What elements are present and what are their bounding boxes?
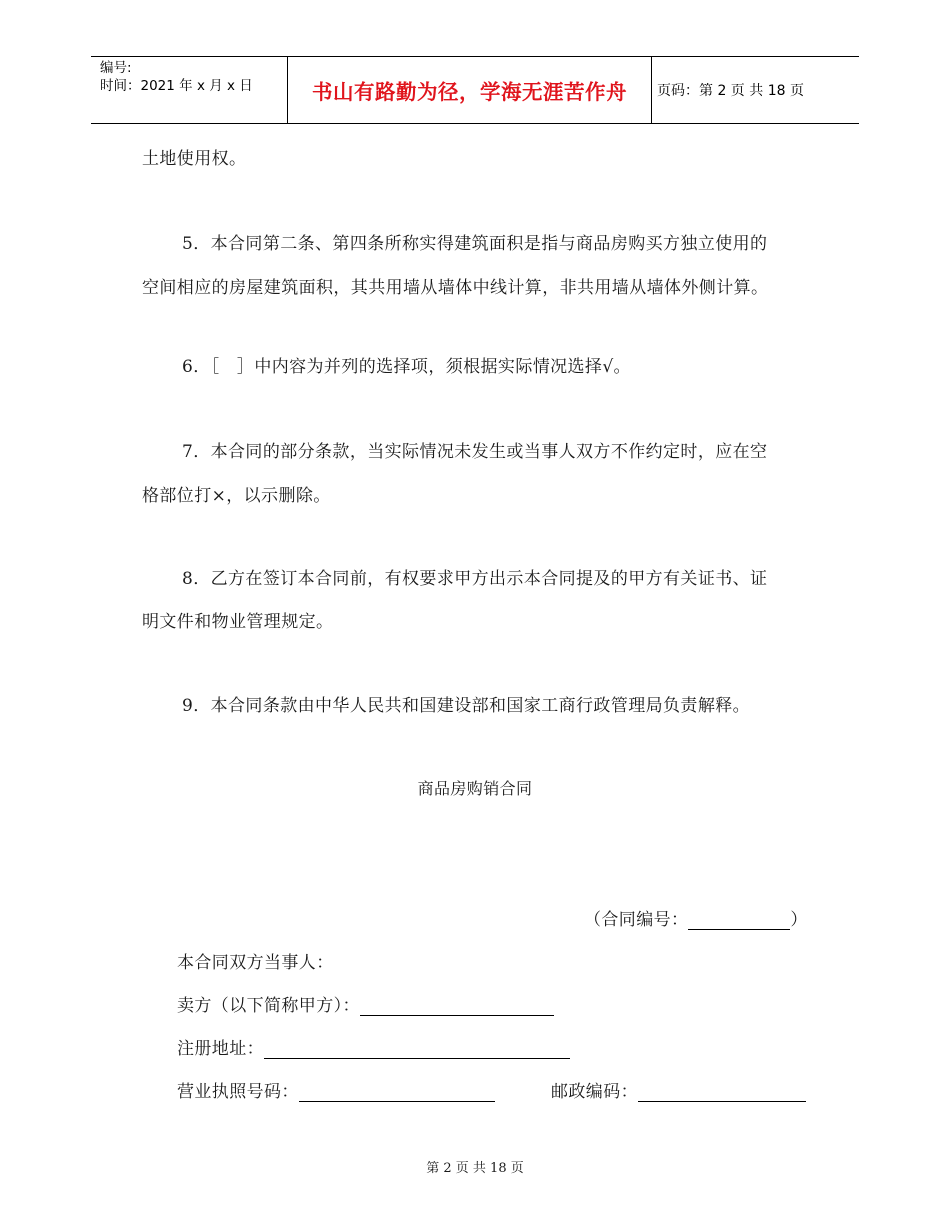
document-time-label: 时间：2021 年 x 月 x 日 xyxy=(100,78,253,94)
seller-field[interactable] xyxy=(360,997,554,1016)
seller-row xyxy=(177,991,554,1016)
clause-9: 9．本合同条款由中华人民共和国建设部和国家工商行政管理局负责解释。 xyxy=(182,696,751,716)
clause-8-line-1: 8．乙方在签订本合同前，有权要求甲方出示本合同提及的甲方有关证书、证 xyxy=(182,569,768,589)
address-label: 注册地址： xyxy=(177,1039,264,1059)
license-row xyxy=(177,1077,495,1102)
postcode-row xyxy=(551,1077,806,1102)
postcode-field[interactable] xyxy=(638,1083,806,1102)
clause-8-line-2: 明文件和物业管理规定。 xyxy=(142,612,334,632)
postcode-label: 邮政编码： xyxy=(551,1082,638,1102)
license-field[interactable] xyxy=(299,1083,495,1102)
clause-6: 6．［ ］中内容为并列的选择项，须根据实际情况选择√。 xyxy=(182,357,631,377)
contract-number-close: ） xyxy=(790,910,808,930)
license-label: 营业执照号码： xyxy=(177,1082,299,1102)
seller-label: 卖方（以下简称甲方）： xyxy=(177,996,360,1016)
clause-7-line-1: 7．本合同的部分条款，当实际情况未发生或当事人双方不作约定时，应在空 xyxy=(182,442,768,462)
clause-5-line-1: 5．本合同第二条、第四条所称实得建筑面积是指与商品房购买方独立使用的 xyxy=(182,234,768,254)
header-motto: 书山有路勤为径，学海无涯苦作舟 xyxy=(312,80,627,104)
paragraph-text: 土地使用权。 xyxy=(142,149,247,169)
contract-number-field[interactable] xyxy=(688,911,790,930)
address-field[interactable] xyxy=(264,1040,570,1059)
address-row xyxy=(177,1034,570,1059)
parties-heading: 本合同双方当事人： xyxy=(177,953,334,973)
page-header xyxy=(91,56,859,124)
clause-7-line-2: 格部位打×，以示删除。 xyxy=(142,486,331,506)
header-page-info: 页码：第 2 页 共 18 页 xyxy=(657,83,804,99)
document-number-label: 编号: xyxy=(100,60,132,76)
contract-number-label: （合同编号： xyxy=(584,910,689,930)
header-divider xyxy=(651,57,652,123)
header-meta xyxy=(100,59,285,95)
page-footer: 第 2 页 共 18 页 xyxy=(426,1161,524,1176)
contract-title: 商品房购销合同 xyxy=(417,779,533,798)
contract-number-row xyxy=(584,905,808,930)
clause-5-line-2: 空间相应的房屋建筑面积，其共用墙从墙体中线计算，非共用墙从墙体外侧计算。 xyxy=(142,278,769,298)
